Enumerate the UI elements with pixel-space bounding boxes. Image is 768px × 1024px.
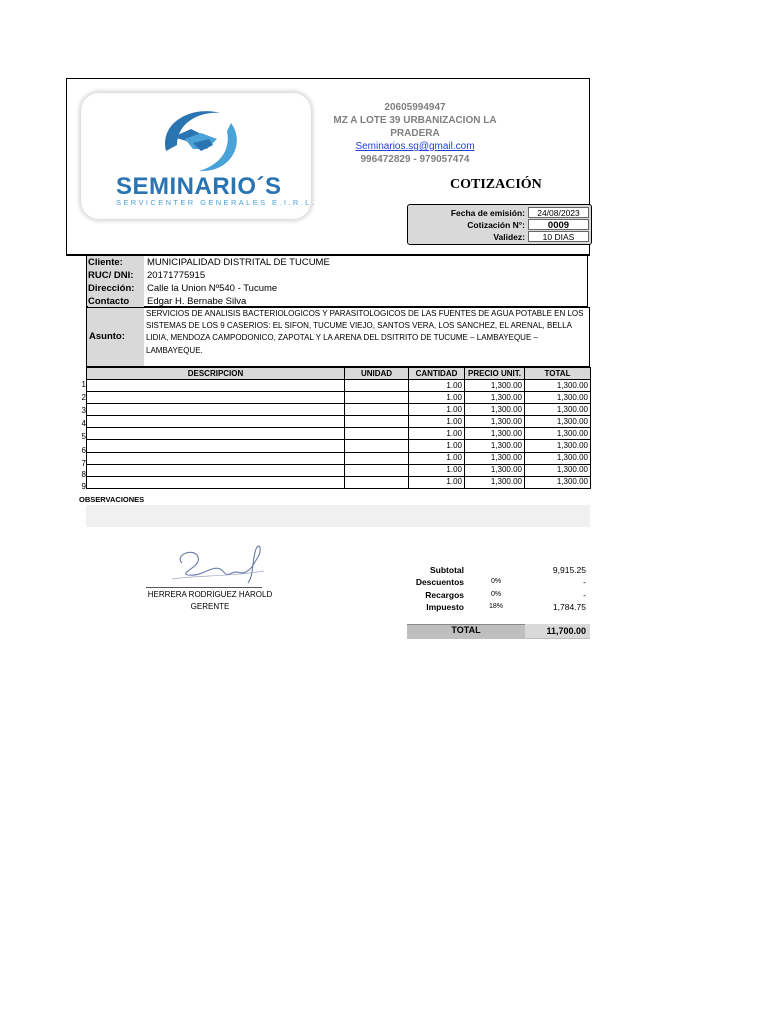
items-table	[86, 367, 591, 489]
cell-unit[interactable]	[345, 452, 409, 464]
discount-label: Descuentos	[415, 577, 464, 587]
meta-row-emission	[408, 207, 591, 219]
signer-role: GERENTE	[190, 602, 230, 611]
cell-unit[interactable]	[345, 428, 409, 440]
table-row	[87, 392, 591, 404]
row-number: 3	[81, 406, 86, 415]
company-email-link[interactable]: Seminarios.sg@gmail.com	[355, 141, 475, 152]
total-label: TOTAL	[451, 625, 481, 635]
cell-desc[interactable]	[87, 380, 345, 392]
cell-desc[interactable]	[87, 392, 345, 404]
company-ruc: 20605994947	[384, 102, 446, 113]
cell-price[interactable]: 1,300.00	[465, 452, 525, 464]
col-header-quantity: CANTIDAD	[409, 368, 465, 380]
cell-qty[interactable]: 1.00	[409, 380, 465, 392]
cell-desc[interactable]	[87, 476, 345, 488]
meta-row-number	[408, 219, 591, 231]
cell-qty[interactable]: 1.00	[409, 476, 465, 488]
signature-line	[146, 587, 262, 588]
subtotal-value: 9,915.25	[552, 565, 586, 575]
tax-label: Impuesto	[426, 602, 464, 612]
cell-unit[interactable]	[345, 404, 409, 416]
row-number: 8	[81, 470, 86, 479]
cell-desc[interactable]	[87, 428, 345, 440]
cell-qty[interactable]: 1.00	[409, 392, 465, 404]
cell-price[interactable]: 1,300.00	[465, 440, 525, 452]
table-row	[87, 464, 591, 476]
cell-total[interactable]: 1,300.00	[525, 476, 591, 488]
table-row	[87, 380, 591, 392]
table-row	[87, 416, 591, 428]
cell-unit[interactable]	[345, 380, 409, 392]
table-row	[87, 428, 591, 440]
table-header-row	[87, 368, 591, 380]
col-header-unit-price: PRECIO UNIT.	[465, 368, 525, 380]
contact-value: Edgar H. Bernabe Silva	[147, 296, 247, 307]
cell-total[interactable]: 1,300.00	[525, 440, 591, 452]
row-number: 7	[81, 459, 86, 468]
ruc-value: 20171775915	[147, 270, 206, 281]
row-number: 4	[81, 419, 86, 428]
table-row	[87, 440, 591, 452]
cell-total[interactable]: 1,300.00	[525, 404, 591, 416]
cell-total[interactable]: 1,300.00	[525, 380, 591, 392]
cell-qty[interactable]: 1.00	[409, 404, 465, 416]
company-info	[320, 101, 510, 166]
discount-value: -	[583, 577, 586, 587]
tax-percent: 18%	[488, 603, 503, 610]
cell-unit[interactable]	[345, 464, 409, 476]
company-address: MZ A LOTE 39 URBANIZACION LA PRADERA	[333, 115, 497, 139]
cell-qty[interactable]: 1.00	[409, 440, 465, 452]
total-value: 11,700.00	[546, 626, 586, 636]
cell-total[interactable]: 1,300.00	[525, 416, 591, 428]
cell-desc[interactable]	[87, 416, 345, 428]
company-logo-name: SEMINARIO´S	[116, 173, 282, 200]
col-header-description: DESCRIPCION	[87, 368, 345, 380]
subject-label: Asunto:	[89, 331, 125, 342]
cell-unit[interactable]	[345, 476, 409, 488]
cell-price[interactable]: 1,300.00	[465, 392, 525, 404]
row-number: 9	[81, 482, 86, 491]
col-header-unit: UNIDAD	[345, 368, 409, 380]
observations-field[interactable]	[86, 505, 590, 527]
cell-qty[interactable]: 1.00	[409, 464, 465, 476]
cell-price[interactable]: 1,300.00	[465, 476, 525, 488]
cell-qty[interactable]: 1.00	[409, 428, 465, 440]
cell-total[interactable]: 1,300.00	[525, 392, 591, 404]
cell-desc[interactable]	[87, 404, 345, 416]
surcharge-label: Recargos	[425, 590, 464, 600]
cell-price[interactable]: 1,300.00	[465, 428, 525, 440]
table-row	[87, 476, 591, 488]
signature-image	[168, 535, 272, 587]
surcharge-percent: 0%	[490, 591, 502, 598]
surcharge-value: -	[583, 590, 586, 600]
client-value: MUNICIPALIDAD DISTRITAL DE TUCUME	[147, 257, 330, 268]
emission-label: Fecha de emisión:	[450, 208, 525, 218]
meta-row-validity	[408, 231, 591, 243]
cell-desc[interactable]	[87, 440, 345, 452]
cell-qty[interactable]: 1.00	[409, 452, 465, 464]
observations-label: OBSERVACIONES	[79, 495, 145, 504]
row-number: 5	[81, 432, 86, 441]
validity-value: 10 DIAS	[528, 231, 589, 242]
cell-desc[interactable]	[87, 452, 345, 464]
cell-price[interactable]: 1,300.00	[465, 464, 525, 476]
contact-label: Contacto	[88, 296, 144, 307]
table-row	[87, 452, 591, 464]
cell-desc[interactable]	[87, 464, 345, 476]
cell-unit[interactable]	[345, 440, 409, 452]
cell-total[interactable]: 1,300.00	[525, 428, 591, 440]
subtotal-label: Subtotal	[430, 565, 464, 575]
emission-value: 24/08/2023	[528, 207, 589, 218]
cell-unit[interactable]	[345, 416, 409, 428]
validity-label: Validez:	[493, 232, 525, 242]
row-number: 1	[81, 380, 86, 389]
company-logo-subtitle: SERVICENTER GENERALES E.I.R.L.	[116, 198, 317, 207]
cell-total[interactable]: 1,300.00	[525, 452, 591, 464]
quote-number-label: Cotización N°:	[467, 220, 525, 230]
subject-text: SERVICIOS DE ANALISIS BACTERIOLOGICOS Y PARASITOLOGICOS DE LAS FUENTES DE AGUA POTABLE EN LOS SISTEMAS DE LOS 9 CASERIOS: EL SIFON, TUCUME VIEJO, SANTOS VERA, LOS SANCHEZ, EL ARENAL, BELLA LIDIA, MENDOZA CAMPODONICO, ZAPOTAL Y LA ARENA DEL DSITRITO DE TUCUME – LAMBAYEQUE – LAMBAYEQUE.	[146, 309, 584, 355]
signer-name: HERRERA RODRIGUEZ HAROLD	[147, 590, 273, 599]
quote-number-value: 0009	[528, 219, 589, 230]
address-label: Dirección:	[88, 283, 144, 294]
row-number: 2	[81, 393, 86, 402]
col-header-total: TOTAL	[525, 368, 591, 380]
company-phones: 996472829 - 979057474	[360, 154, 470, 165]
cell-qty[interactable]: 1.00	[409, 416, 465, 428]
table-row	[87, 404, 591, 416]
document-title: COTIZACIÓN	[450, 177, 542, 192]
cell-unit[interactable]	[345, 392, 409, 404]
quote-meta-box	[407, 204, 592, 245]
cell-price[interactable]: 1,300.00	[465, 380, 525, 392]
row-number: 6	[81, 446, 86, 455]
cell-total[interactable]: 1,300.00	[525, 464, 591, 476]
cell-price[interactable]: 1,300.00	[465, 404, 525, 416]
address-value: Calle la Union Nº540 - Tucume	[147, 283, 278, 294]
client-label: Cliente:	[88, 257, 144, 268]
tax-value: 1,784.75	[552, 602, 586, 612]
cell-price[interactable]: 1,300.00	[465, 416, 525, 428]
ruc-label: RUC/ DNI:	[88, 270, 144, 281]
discount-percent: 0%	[490, 578, 502, 585]
